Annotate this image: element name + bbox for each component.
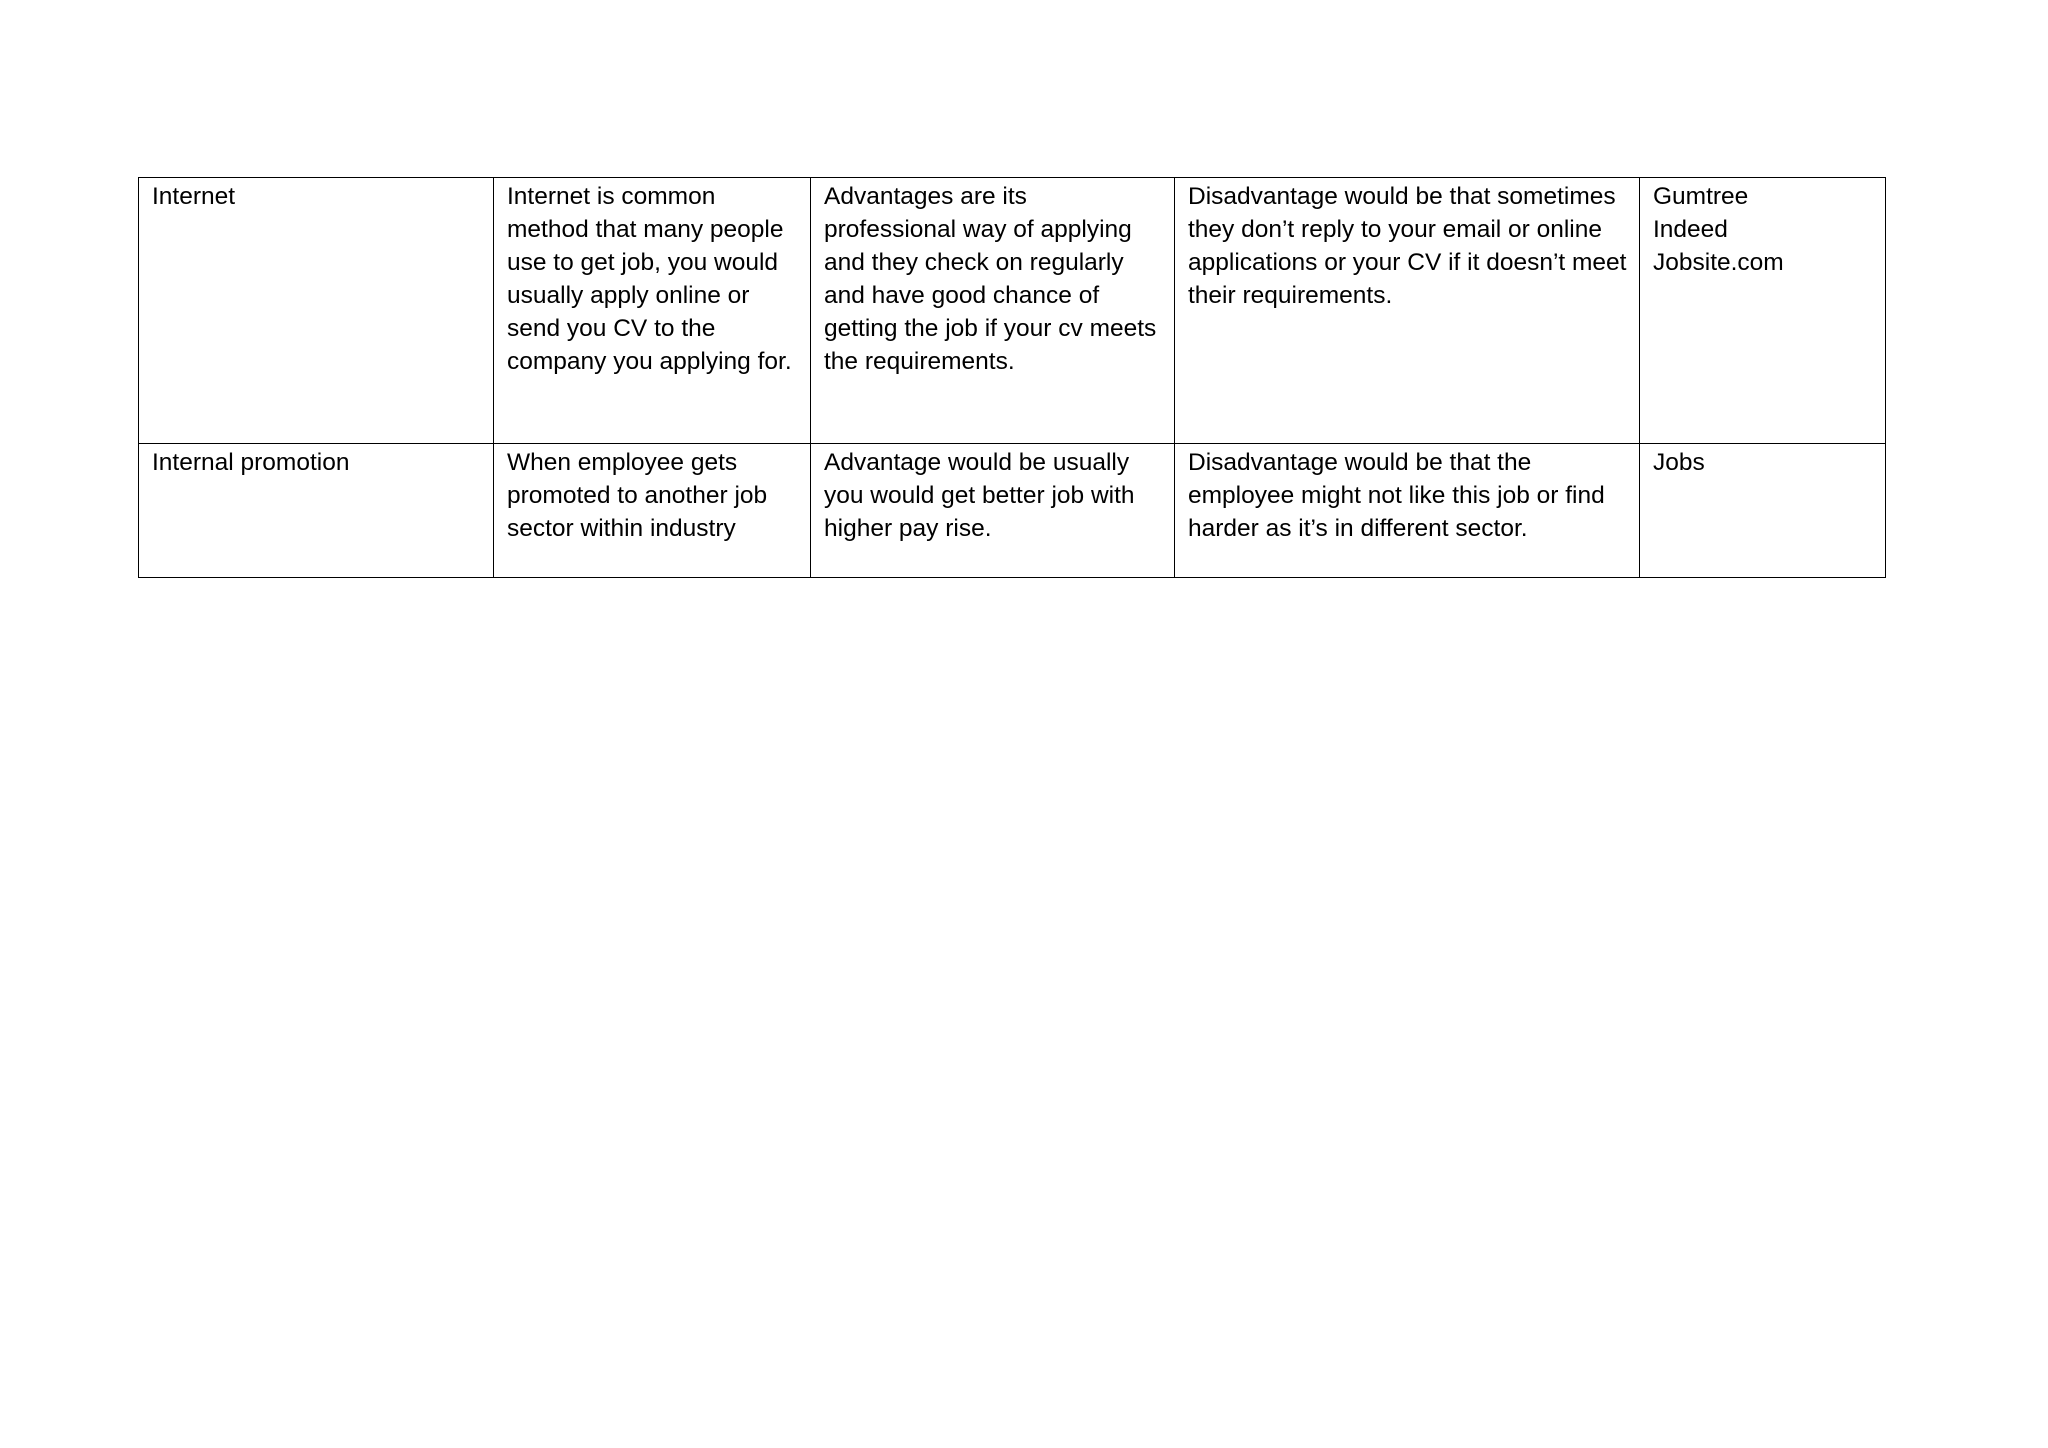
disadvantages-cell: Disadvantage would be that sometimes they don’t reply to your email or online applications or your CV if it doesn’t meet their requirements. [1175, 178, 1640, 444]
method-cell: Internet [139, 178, 494, 444]
method-cell: Internal promotion [139, 444, 494, 578]
advantages-cell: Advantages are its professional way of applying and they check on regularly and have good chance of getting the job if your cv meets the requirements. [811, 178, 1175, 444]
table-row [139, 444, 1886, 578]
recruitment-methods-table [138, 177, 1886, 578]
description-cell: Internet is common method that many people use to get job, you would usually apply online or send you CV to the company you applying for. [494, 178, 811, 444]
advantages-cell: Advantage would be usually you would get better job with higher pay rise. [811, 444, 1175, 578]
examples-cell: Gumtree Indeed Jobsite.com [1640, 178, 1886, 444]
description-cell: When employee gets promoted to another job sector within industry [494, 444, 811, 578]
table-row [139, 178, 1886, 444]
disadvantages-cell: Disadvantage would be that the employee might not like this job or find harder as it’s in different sector. [1175, 444, 1640, 578]
examples-cell: Jobs [1640, 444, 1886, 578]
